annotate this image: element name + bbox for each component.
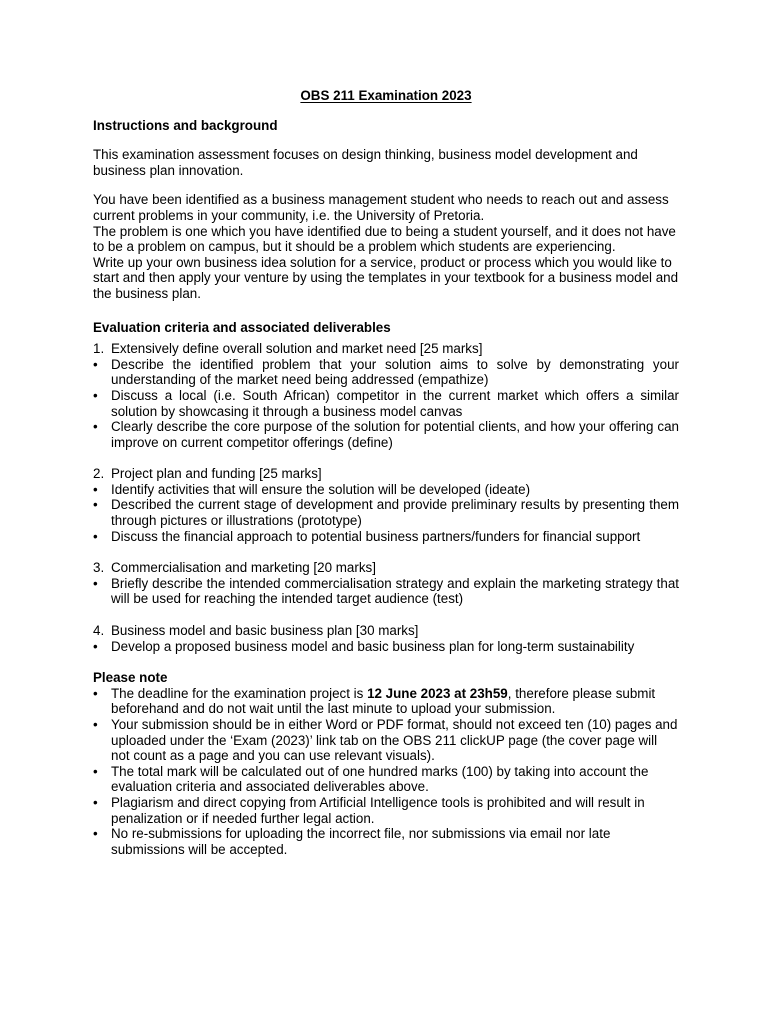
list-item <box>93 529 679 545</box>
list-item-text: No re-submissions for uploading the incorrect file, nor submissions via email nor late submissions will be accepted. <box>111 826 611 857</box>
bullet-icon: • <box>93 717 98 732</box>
list-item <box>93 826 679 857</box>
criteria-section-3 <box>93 560 679 607</box>
note-deadline-date: 12 June 2023 at 23h59 <box>367 685 508 701</box>
criteria-section-1 <box>93 341 679 450</box>
bullet-icon: • <box>93 387 98 403</box>
list-item-text: Describe the identified problem that your solution aims to solve by demonstrating your understanding of the market need being addressed (empathize) <box>111 356 679 388</box>
instructions-heading: Instructions and background <box>93 117 278 133</box>
list-item-text: Briefly describe the intended commercialisation strategy and explain the marketing strategy that will be used for reaching the intended target audience (test) <box>111 575 679 607</box>
bullet-icon: • <box>93 481 98 497</box>
list-item <box>93 357 679 388</box>
notes-list <box>93 686 679 858</box>
bullet-icon: • <box>93 685 98 701</box>
document-page <box>93 88 679 857</box>
list-item <box>93 795 679 826</box>
note-deadline-pre: The deadline for the examination project is <box>111 685 368 701</box>
list-item <box>93 497 679 528</box>
bullet-icon: • <box>93 419 98 435</box>
list-item-text: Your submission should be in either Word or PDF format, should not exceed ten (10) pages and uploaded under the ‘Exam (2023)’ link tab on the OBS 211 clickUP page (the cover page will not count as a page and you can use relevant visuals). <box>111 717 678 764</box>
list-item <box>93 686 679 717</box>
bullet-icon: • <box>93 826 98 842</box>
background-paragraph-1: You have been identified as a business management student who needs to reach out and assess current problems in your community, i.e. the University of Pretoria. <box>93 192 669 223</box>
criteria-section-2 <box>93 466 679 544</box>
bullet-icon: • <box>93 794 98 810</box>
list-item <box>93 576 679 607</box>
list-item-text: The total mark will be calculated out of one hundred marks (100) by taking into account the evaluation criteria and associated deliverables above. <box>111 763 649 795</box>
background-paragraph-2: The problem is one which you have identified due to being a student yourself, and it does not have to be a problem on campus, but it should be a problem which students are experiencing. <box>93 223 676 255</box>
list-item <box>93 482 679 498</box>
bullet-icon: • <box>93 763 98 779</box>
evaluation-heading: Evaluation criteria and associated deliverables <box>93 319 391 335</box>
background-paragraph-3: Write up your own business idea solution for a service, product or process which you would like to start and then apply your venture by using the templates in your textbook for a business model and the business plan. <box>93 254 679 301</box>
section-number: 2. <box>93 466 105 482</box>
section-number: 1. <box>93 341 105 357</box>
list-item <box>93 764 679 795</box>
section-label <box>93 466 679 482</box>
section-label-text: Business model and basic business plan [30 marks] <box>111 623 419 639</box>
intro-paragraph: This examination assessment focuses on design thinking, business model development and business plan innovation. <box>93 147 638 178</box>
section-label-text: Project plan and funding [25 marks] <box>111 466 322 482</box>
section-label <box>93 341 679 357</box>
bullet-icon: • <box>93 528 98 544</box>
section-number: 4. <box>93 623 105 639</box>
section-label-text: Extensively define overall solution and market need [25 marks] <box>111 341 483 357</box>
list-item-text: Discuss a local (i.e. South African) competitor in the current market which offers a similar solution by showcasing it through a business model canvas <box>111 387 679 419</box>
criteria-section-4 <box>93 623 679 654</box>
list-item-text: Clearly describe the core purpose of the solution for potential clients, and how your offering can improve on current competitor offerings (define) <box>111 419 679 450</box>
section-number: 3. <box>93 560 105 576</box>
note-deadline-post: , therefore please submit beforehand and do not wait until the last minute to upload your submission. <box>111 685 656 717</box>
document-title: OBS 211 Examination 2023 <box>300 88 472 103</box>
bullet-icon: • <box>93 638 98 654</box>
list-item-text: Plagiarism and direct copying from Artificial Intelligence tools is prohibited and will result in penalization or if needed further legal action. <box>111 794 645 826</box>
section-label-text: Commercialisation and marketing [20 marks] <box>111 560 376 576</box>
note-heading: Please note <box>93 670 168 686</box>
bullet-icon: • <box>93 356 98 372</box>
list-item <box>93 388 679 419</box>
list-item-text: Described the current stage of development and provide preliminary results by presenting them through pictures or illustrations (prototype) <box>111 497 679 529</box>
list-item-text: Develop a proposed business model and basic business plan for long-term sustainability <box>111 638 635 654</box>
list-item-text: Identify activities that will ensure the solution will be developed (ideate) <box>111 481 531 497</box>
bullet-icon: • <box>93 575 98 591</box>
list-item <box>93 419 679 450</box>
list-item-text: Discuss the financial approach to potential business partners/funders for financial support <box>111 528 641 544</box>
list-item <box>93 639 679 655</box>
section-label <box>93 623 679 639</box>
section-label <box>93 560 679 576</box>
list-item <box>93 717 679 764</box>
bullet-icon: • <box>93 497 98 513</box>
